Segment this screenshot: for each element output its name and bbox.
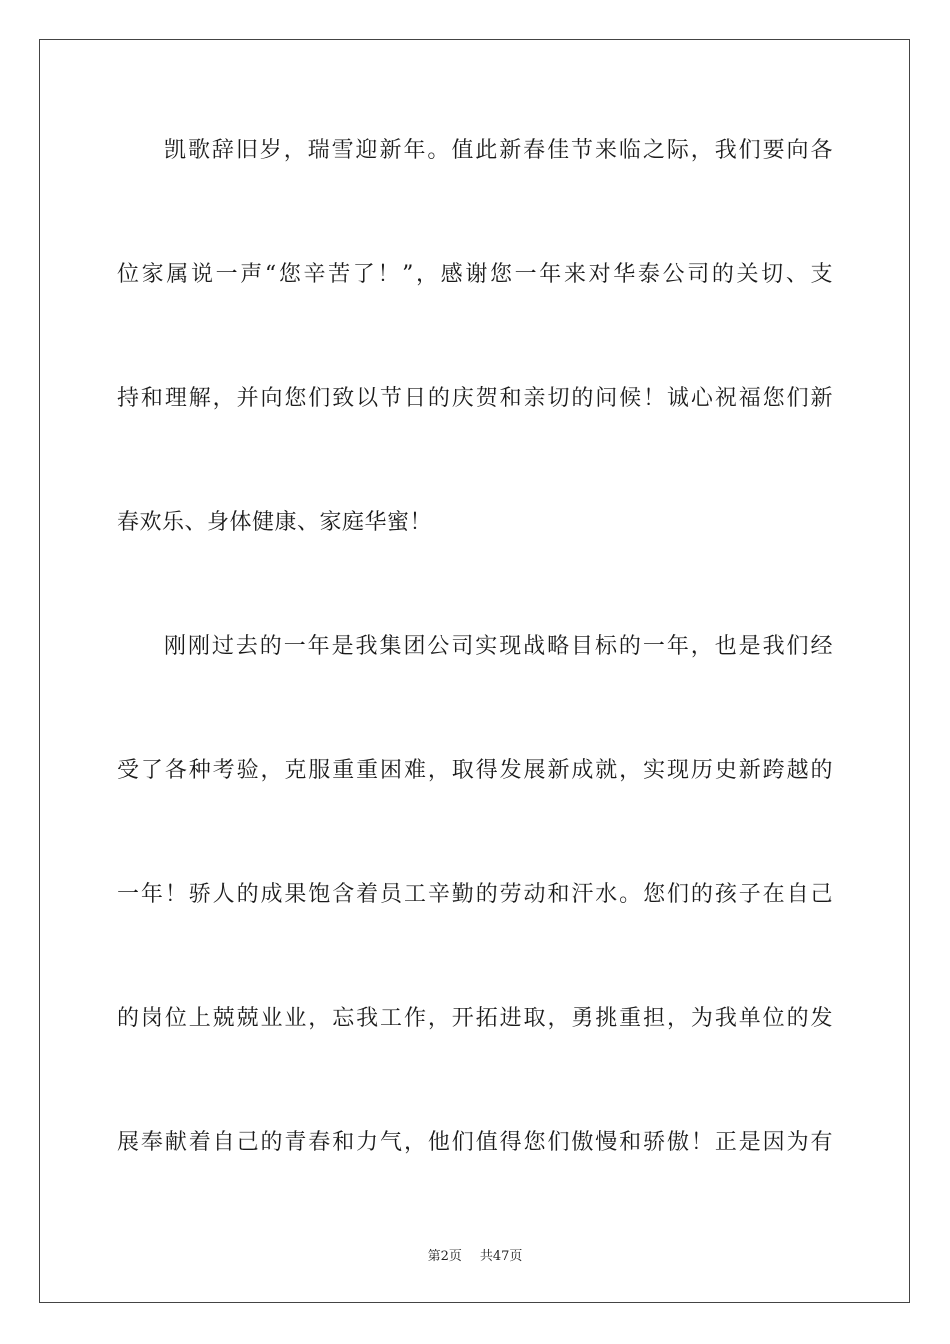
paragraph-2-line-3: 一年！骄人的成果饱含着员工辛勤的劳动和汗水。您们的孩子在自己	[117, 882, 833, 907]
paragraph-2-line-4: 的岗位上兢兢业业，忘我工作，开拓进取，勇挑重担，为我单位的发	[117, 1006, 833, 1031]
paragraph-1-line-2: 位家属说一声“您辛苦了！”，感谢您一年来对华泰公司的关切、支	[117, 262, 833, 287]
paragraph-1-line-1: 凯歌辞旧岁，瑞雪迎新年。值此新春佳节来临之际，我们要向各	[164, 138, 833, 163]
page-frame	[39, 39, 910, 1303]
paragraph-1-line-4: 春欢乐、身体健康、家庭华蜜！	[117, 510, 433, 535]
paragraph-1-line-3: 持和理解，并向您们致以节日的庆贺和亲切的问候！诚心祝福您们新	[117, 386, 833, 411]
paragraph-2-line-1: 刚刚过去的一年是我集团公司实现战略目标的一年，也是我们经	[164, 634, 833, 659]
page-total: 共47页	[479, 1249, 523, 1264]
page-footer	[0, 1248, 950, 1266]
paragraph-2-line-2: 受了各种考验，克服重重困难，取得发展新成就，实现历史新跨越的	[117, 758, 833, 783]
page-number: 第2页	[427, 1249, 462, 1264]
paragraph-2-line-5: 展奉献着自己的青春和力气，他们值得您们傲慢和骄傲！正是因为有	[117, 1130, 833, 1155]
